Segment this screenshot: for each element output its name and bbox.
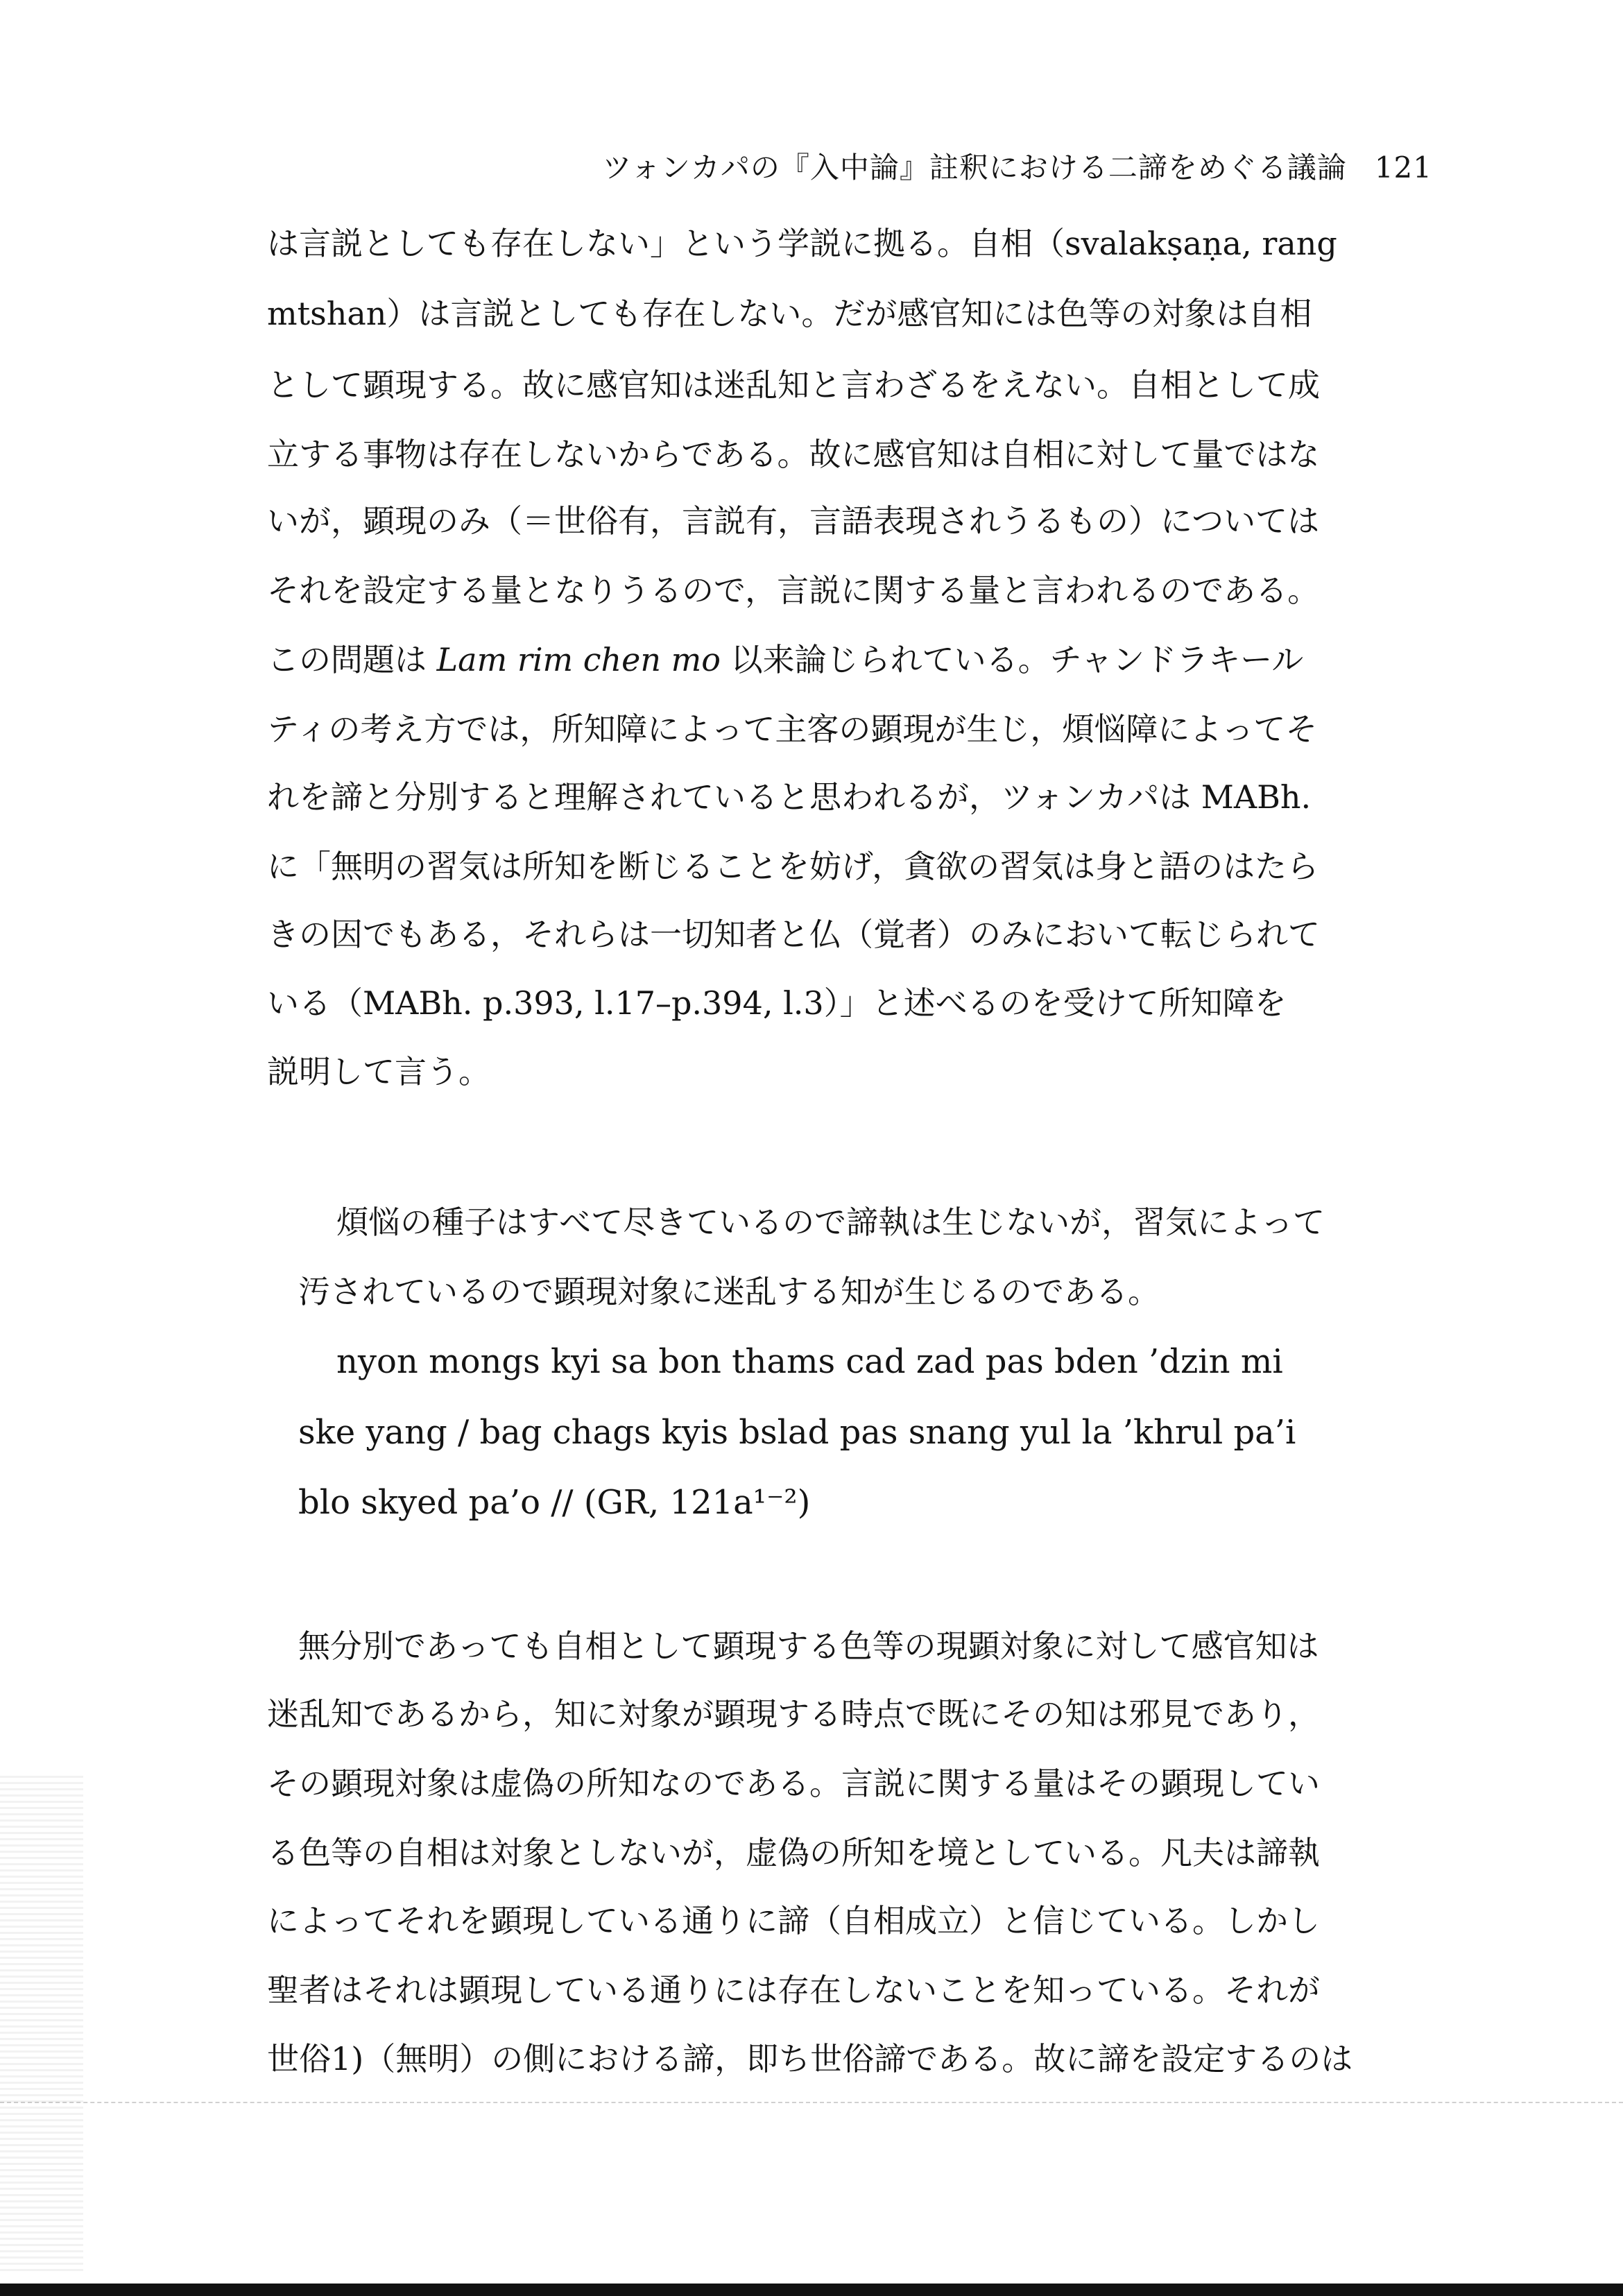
- body-line: 説明して言う。: [267, 1053, 490, 1090]
- body-text: 以来論じられている。チャンドラキール: [720, 641, 1304, 678]
- body-line: その顕現対象は虚偽の所知なのである。言説に関する量はその顕現してい: [267, 1765, 1320, 1802]
- quote-line: 煩悩の種子はすべて尽きているので諦執は生じないが，習気によって: [336, 1203, 1325, 1241]
- body-line: は言説としても存在しない」という学説に拠る。自相（svalakṣaṇa, rang: [267, 225, 1337, 262]
- body-line: それを設定する量となりうるので，言説に関する量と言われるのである。: [267, 572, 1320, 609]
- book-title: Lam rim chen mo: [436, 641, 721, 678]
- body-line: いが，顕現のみ（＝世俗有，言説有，言語表現されうるもの）については: [267, 502, 1320, 540]
- page-number: 121: [1374, 151, 1432, 185]
- body-line: 立する事物は存在しないからである。故に感官知は自相に対して量ではな: [267, 436, 1320, 473]
- scan-edge-noise: [0, 1776, 83, 2275]
- quote-transliteration-line: nyon mongs kyi sa bon thams cad zad pas bden ’dzin mi: [336, 1342, 1283, 1381]
- body-line: 迷乱知であるから，知に対象が顕現する時点で既にその知は邪見であり，: [267, 1695, 1320, 1733]
- body-line: れを諦と分別すると理解されていると思われるが，ツォンカパは MABh.: [267, 778, 1312, 816]
- body-line: る色等の自相は対象としないが，虚偽の所知を境としている。凡夫は諦執: [267, 1834, 1320, 1871]
- body-line: mtshan）は言説としても存在しない。だが感官知には色等の対象は自相: [267, 295, 1312, 332]
- body-line: に「無明の習気は所知を断じることを妨げ，貪欲の習気は身と語のはたら: [267, 848, 1319, 885]
- scan-bottom-edge: [0, 2284, 1623, 2296]
- quote-transliteration-line: blo skyed pa’o // (GR, 121a¹⁻²): [298, 1483, 811, 1522]
- body-line: きの因でもある，それらは一切知者と仏（覚者）のみにおいて転じられて: [267, 916, 1320, 953]
- body-line: によってそれを顕現している通りに諦（自相成立）と信じている。しかし: [267, 1902, 1320, 1939]
- quote-line: 汚されているので顕現対象に迷乱する知が生じるのである。: [298, 1273, 1160, 1310]
- body-line: 世俗1)（無明）の側における諦，即ち世俗諦である。故に諦を設定するのは: [267, 2040, 1353, 2077]
- body-line: 無分別であっても自相として顕現する色等の現顕対象に対して感官知は: [298, 1627, 1319, 1665]
- body-line: として顕現する。故に感官知は迷乱知と言わざるをえない。自相として成: [267, 366, 1320, 404]
- scan-fold-line: [0, 2102, 1623, 2103]
- body-line: ティの考え方では，所知障によって主客の顕現が生じ，煩悩障によってそ: [267, 710, 1318, 748]
- body-text: この問題は: [267, 641, 437, 678]
- body-line: 聖者はそれは顕現している通りには存在しないことを知っている。それが: [267, 1971, 1320, 2009]
- quote-transliteration-line: ske yang / bag chags kyis bslad pas snang yul la ’khrul pa’i: [298, 1413, 1296, 1452]
- running-header: [603, 147, 1433, 189]
- body-line-with-title: [267, 637, 1303, 683]
- body-line: いる（MABh. p.393, l.17–p.394, l.3）」と述べるのを受けて所知障を: [267, 984, 1287, 1022]
- header-title: ツォンカパの『入中論』註釈における二諦をめぐる議論: [602, 151, 1347, 185]
